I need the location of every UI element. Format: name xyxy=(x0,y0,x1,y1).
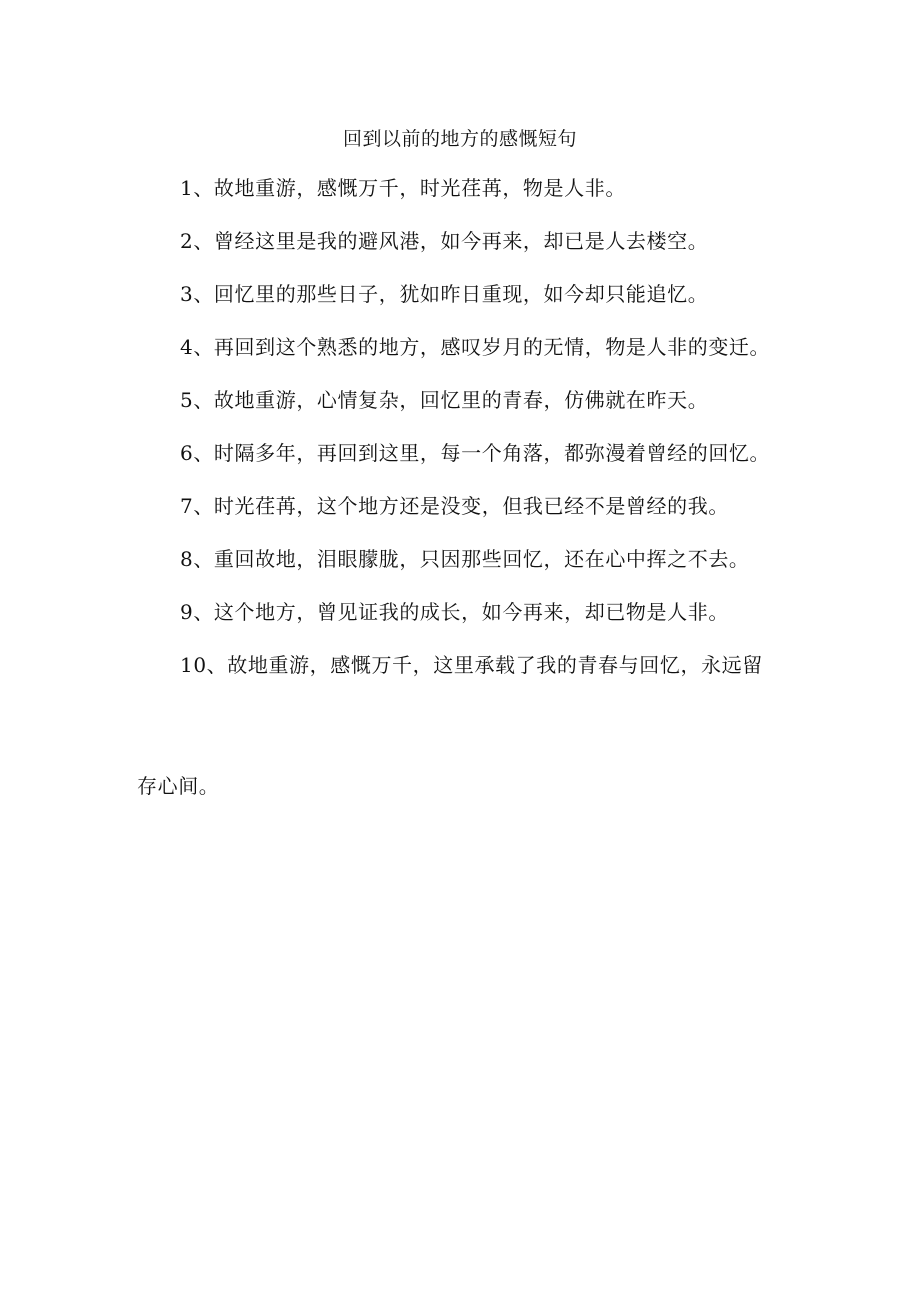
sentence-list xyxy=(180,172,780,682)
list-item: 4、再回到这个熟悉的地方，感叹岁月的无情，物是人非的变迁。 xyxy=(180,335,771,359)
list-item: 9、这个地方，曾见证我的成长，如今再来，却已物是人非。 xyxy=(180,600,729,624)
list-item: 3、回忆里的那些日子，犹如昨日重现，如今却只能追忆。 xyxy=(180,282,709,306)
continuation-text: 存心间。 xyxy=(137,774,220,798)
list-item: 5、故地重游，心情复杂，回忆里的青春，仿佛就在昨天。 xyxy=(180,388,709,412)
list-item: 6、时隔多年，再回到这里，每一个角落，都弥漫着曾经的回忆。 xyxy=(180,441,771,465)
list-item: 1、故地重游，感慨万千，时光荏苒，物是人非。 xyxy=(180,176,626,200)
list-item: 7、时光荏苒，这个地方还是没变，但我已经不是曾经的我。 xyxy=(180,494,729,518)
document-title: 回到以前的地方的感慨短句 xyxy=(342,128,577,150)
list-item: 10、故地重游，感慨万千，这里承载了我的青春与回忆，永远留 xyxy=(180,653,763,677)
list-item: 2、曾经这里是我的避风港，如今再来，却已是人去楼空。 xyxy=(180,229,709,253)
list-item: 8、重回故地，泪眼朦胧，只因那些回忆，还在心中挥之不去。 xyxy=(180,547,750,571)
